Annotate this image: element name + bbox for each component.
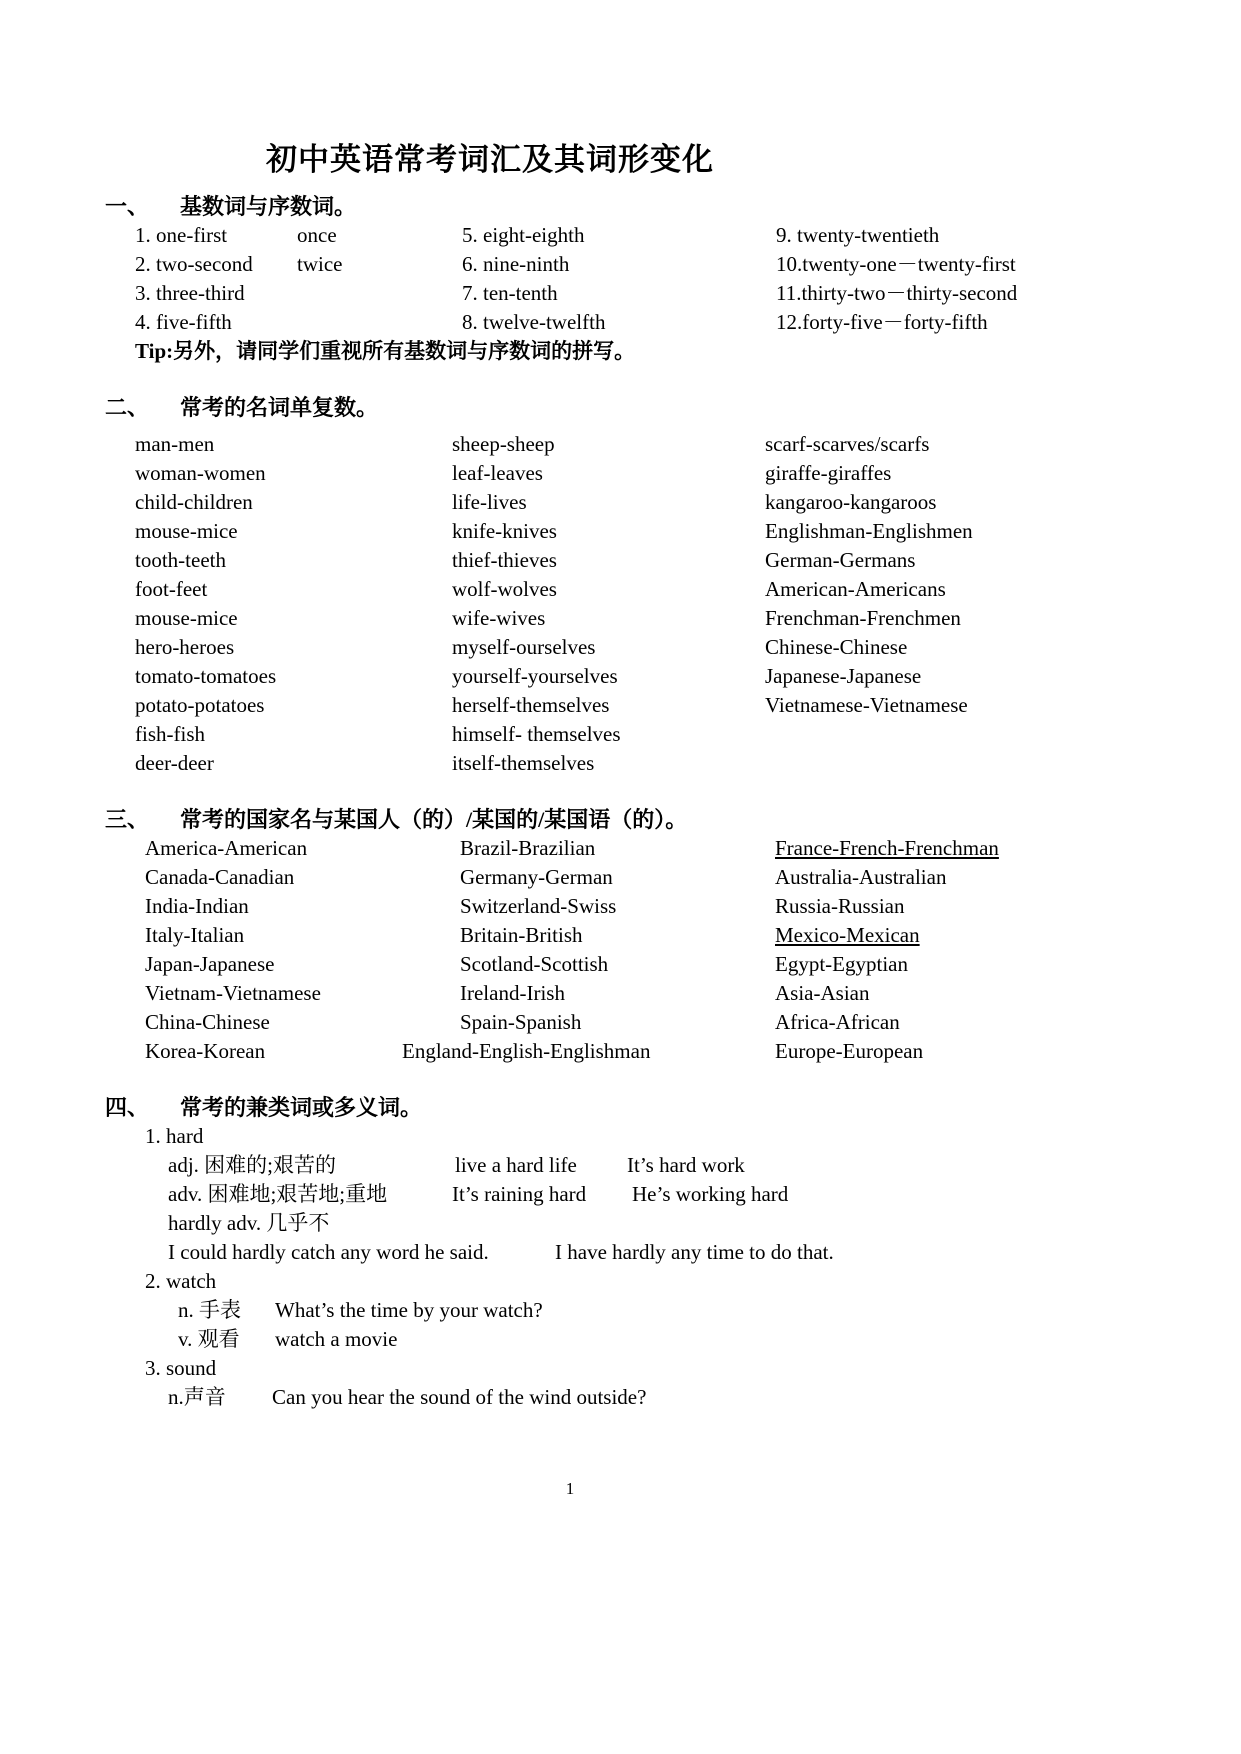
noun-plural-pair: tooth-teeth	[135, 548, 226, 572]
noun-plural-pair: Chinese-Chinese	[765, 635, 908, 659]
noun-row	[135, 575, 1045, 604]
ordinal-pair: 3. three-third	[135, 281, 245, 305]
example-phrase: It’s raining hard	[452, 1182, 587, 1206]
example-phrase: watch a movie	[275, 1327, 398, 1351]
country-nationality: Vietnam-Vietnamese	[145, 981, 321, 1005]
noun-plural-pair: leaf-leaves	[452, 461, 543, 485]
country-nationality: Africa-African	[775, 1010, 900, 1034]
ordinal-pair: 4. five-fifth	[135, 310, 232, 334]
entry-line	[168, 1383, 1045, 1412]
noun-row	[135, 691, 1045, 720]
section-3-title: 常考的国家名与某国人（的）/某国的/某国语（的）。	[180, 807, 688, 832]
noun-row	[135, 662, 1045, 691]
pos-definition: v. 观看	[178, 1327, 240, 1351]
numeral-row	[135, 308, 1045, 337]
country-row	[145, 1008, 1045, 1037]
frequency-word	[297, 308, 462, 337]
noun-row	[135, 517, 1045, 546]
example-phrase: He’s working hard	[632, 1182, 789, 1206]
noun-plural-pair: scarf-scarves/scarfs	[765, 432, 930, 456]
noun-plural-pair: woman-women	[135, 461, 266, 485]
frequency-word	[297, 279, 462, 308]
entry-word-hard: 1. hard	[145, 1124, 204, 1148]
pos-definition: n.声音	[168, 1385, 226, 1409]
noun-plural-pair: man-men	[135, 432, 215, 456]
country-row	[145, 892, 1045, 921]
section-4-number: 四、	[105, 1095, 150, 1120]
country-nationality: England-English-Englishman	[402, 1039, 651, 1063]
noun-plural-pair: Englishman-Englishmen	[765, 519, 973, 543]
noun-plural-pair: Frenchman-Frenchmen	[765, 606, 961, 630]
section-1-heading	[105, 192, 1045, 221]
section-4-heading	[105, 1093, 1045, 1122]
example-sentence: Can you hear the sound of the wind outside?	[272, 1385, 647, 1409]
country-nationality: Italy-Italian	[145, 923, 245, 947]
entry-line	[168, 1238, 1045, 1267]
country-row	[145, 1037, 1045, 1066]
country-nationality: China-Chinese	[145, 1010, 270, 1034]
noun-row	[135, 546, 1045, 575]
noun-plural-pair: fish-fish	[135, 722, 205, 746]
noun-plural-pair: himself- themselves	[452, 722, 621, 746]
section-2-number: 二、	[105, 395, 150, 420]
noun-plural-pair: wolf-wolves	[452, 577, 557, 601]
example-sentence: I have hardly any time to do that.	[555, 1240, 834, 1264]
noun-plural-pair: hero-heroes	[135, 635, 235, 659]
country-row	[145, 950, 1045, 979]
noun-plural-pair: thief-thieves	[452, 548, 557, 572]
numeral-row	[135, 221, 1045, 250]
noun-plural-pair: sheep-sheep	[452, 432, 555, 456]
pos-definition: n. 手表	[178, 1298, 241, 1322]
noun-plural-pair	[765, 749, 1045, 778]
noun-plural-pair: American-Americans	[765, 577, 946, 601]
country-nationality: France-French-Frenchman	[775, 836, 999, 860]
ordinal-pair: 9. twenty-twentieth	[776, 223, 940, 247]
document-content	[105, 140, 1045, 1412]
noun-plural-pair: German-Germans	[765, 548, 916, 572]
ordinal-pair: 1. one-first	[135, 223, 228, 247]
section-4-title: 常考的兼类词或多义词。	[180, 1095, 423, 1120]
pos-definition: hardly adv. 几乎不	[168, 1211, 330, 1235]
ordinal-pair: 6. nine-ninth	[462, 252, 570, 276]
section-1-number: 一、	[105, 194, 150, 219]
entry-word-sound: 3. sound	[145, 1356, 217, 1380]
country-nationality: Asia-Asian	[775, 981, 870, 1005]
ordinal-pair: 12.forty-five－forty-fifth	[776, 310, 988, 334]
entry-line	[178, 1296, 1045, 1325]
noun-plural-pair: mouse-mice	[135, 606, 238, 630]
noun-plural-pair: foot-feet	[135, 577, 208, 601]
country-nationality: Egypt-Egyptian	[775, 952, 908, 976]
doc-title: 初中英语常考词汇及其词形变化	[266, 142, 714, 177]
noun-plural-pair: myself-ourselves	[452, 635, 596, 659]
noun-plural-pair: child-children	[135, 490, 253, 514]
country-row	[145, 863, 1045, 892]
noun-plural-pair: knife-knives	[452, 519, 557, 543]
entry-line	[178, 1325, 1045, 1354]
noun-plural-pair: yourself-yourselves	[452, 664, 618, 688]
noun-row	[135, 459, 1045, 488]
ordinal-pair: 10.twenty-one－twenty-first	[776, 252, 1016, 276]
noun-plural-pair: Vietnamese-Vietnamese	[765, 693, 968, 717]
noun-row	[135, 749, 1045, 778]
ordinal-pair: 2. two-second	[135, 252, 253, 276]
noun-plural-pair: kangaroo-kangaroos	[765, 490, 937, 514]
ordinal-pair: 11.thirty-two－thirty-second	[776, 281, 1018, 305]
noun-plural-pair: mouse-mice	[135, 519, 238, 543]
noun-row	[135, 604, 1045, 633]
numeral-row	[135, 279, 1045, 308]
country-nationality: Ireland-Irish	[460, 981, 565, 1005]
country-nationality: Europe-European	[775, 1039, 924, 1063]
section-2-title: 常考的名词单复数。	[180, 395, 379, 420]
noun-row	[135, 488, 1045, 517]
noun-row	[135, 430, 1045, 459]
ordinal-pair: 7. ten-tenth	[462, 281, 558, 305]
section-2-heading	[105, 393, 1045, 422]
pos-definition: adj. 困难的;艰苦的	[168, 1153, 336, 1177]
example-sentence: I could hardly catch any word he said.	[168, 1240, 489, 1264]
country-nationality: Australia-Australian	[775, 865, 947, 889]
country-row	[145, 921, 1045, 950]
pos-definition: adv. 困难地;艰苦地;重地	[168, 1182, 388, 1206]
noun-plural-pair: wife-wives	[452, 606, 546, 630]
section-3-heading	[105, 805, 1045, 834]
example-phrase: It’s hard work	[627, 1153, 745, 1177]
noun-plural-pair: life-lives	[452, 490, 527, 514]
noun-row	[135, 720, 1045, 749]
ordinal-pair: 5. eight-eighth	[462, 223, 585, 247]
country-nationality: Canada-Canadian	[145, 865, 295, 889]
example-sentence: What’s the time by your watch?	[275, 1298, 543, 1322]
country-nationality: Scotland-Scottish	[460, 952, 609, 976]
country-nationality: Spain-Spanish	[460, 1010, 582, 1034]
country-nationality: Mexico-Mexican	[775, 923, 920, 947]
entry-line	[168, 1151, 1045, 1180]
country-nationality: Korea-Korean	[145, 1039, 266, 1063]
noun-row	[135, 633, 1045, 662]
entry-line	[168, 1180, 1045, 1209]
section-1-title: 基数词与序数词。	[180, 194, 357, 219]
frequency-word: twice	[297, 252, 343, 276]
country-nationality: Japan-Japanese	[145, 952, 275, 976]
noun-plural-pair: tomato-tomatoes	[135, 664, 277, 688]
noun-plural-pair: giraffe-giraffes	[765, 461, 892, 485]
country-nationality: Germany-German	[460, 865, 613, 889]
noun-plural-pair: potato-potatoes	[135, 693, 265, 717]
country-nationality: India-Indian	[145, 894, 249, 918]
frequency-word: once	[297, 223, 337, 247]
example-phrase: live a hard life	[455, 1153, 577, 1177]
noun-plural-pair	[765, 720, 1045, 749]
noun-plural-pair: herself-themselves	[452, 693, 610, 717]
page-number: 1	[565, 1479, 575, 1498]
country-nationality: Switzerland-Swiss	[460, 894, 617, 918]
entry-word-watch: 2. watch	[145, 1269, 217, 1293]
country-nationality: America-American	[145, 836, 308, 860]
section-3-number: 三、	[105, 807, 150, 832]
country-nationality: Britain-British	[460, 923, 583, 947]
noun-plural-pair: Japanese-Japanese	[765, 664, 922, 688]
country-row	[145, 979, 1045, 1008]
ordinal-pair: 8. twelve-twelfth	[462, 310, 606, 334]
numeral-row	[135, 250, 1045, 279]
country-nationality: Brazil-Brazilian	[460, 836, 596, 860]
tip-note: Tip:另外，请同学们重视所有基数词与序数词的拼写。	[135, 339, 636, 363]
country-row	[145, 834, 1045, 863]
country-nationality: Russia-Russian	[775, 894, 905, 918]
noun-plural-pair: itself-themselves	[452, 751, 595, 775]
noun-plural-pair: deer-deer	[135, 751, 214, 775]
